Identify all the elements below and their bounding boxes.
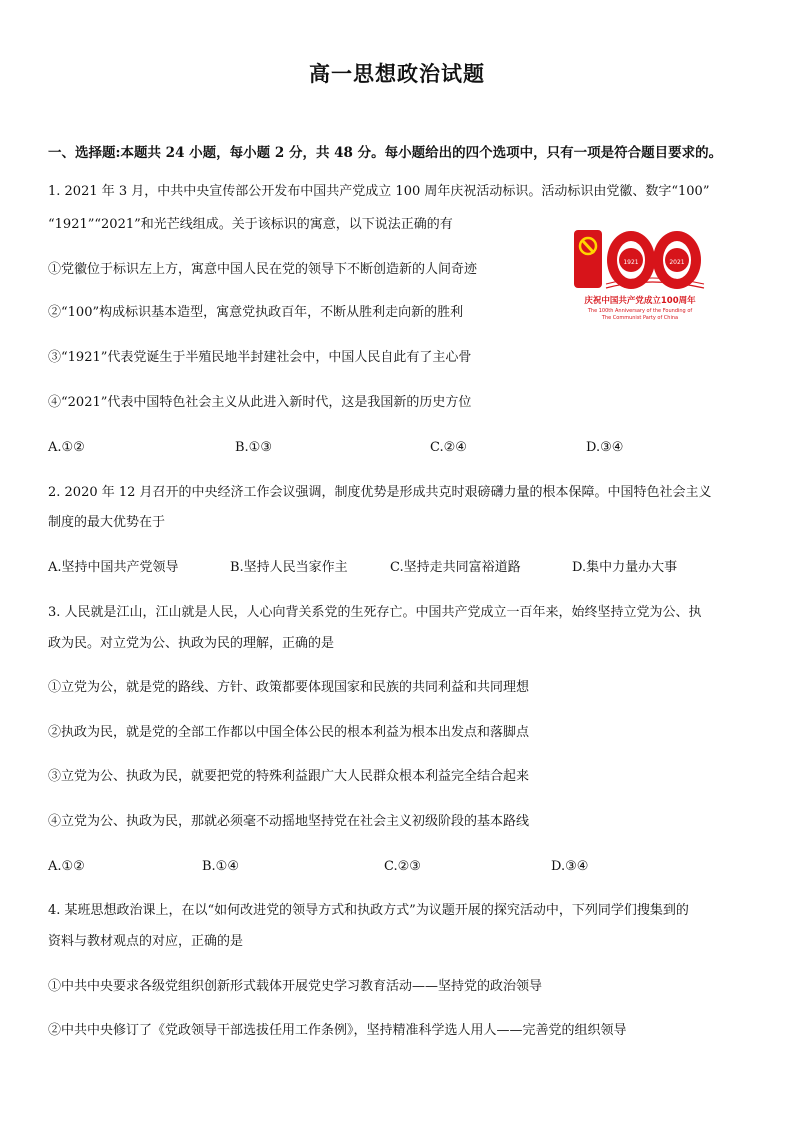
- q1-option-b: B.①③: [235, 440, 272, 455]
- q1-item-2: ②“100”构成标识基本造型，寓意党执政百年，不断从胜利走向新的胜利: [48, 305, 464, 320]
- q1-item-1: ①党徽位于标识左上方，寓意中国人民在党的领导下不断创造新的人间奇迹: [48, 262, 478, 277]
- logo-caption-cn: 庆祝中国共产党成立100周年: [584, 296, 696, 306]
- q3-item-2: ②执政为民，就是党的全部工作都以中国全体公民的根本利益为根本出发点和落脚点: [48, 725, 530, 740]
- section-heading: 一、选择题:本题共 24 小题，每小题 2 分，共 48 分。每小题给出的四个选项中，只有一项是符合题目要求的。: [48, 145, 723, 161]
- q1-option-a: A.①②: [48, 440, 85, 455]
- q3-item-1: ①立党为公，就是党的路线、方针、政策都要体现国家和民族的共同利益和共同理想: [48, 680, 530, 695]
- q4-item-1: ①中共中央要求各级党组织创新形式载体开展党史学习教育活动——坚持党的政治领导: [48, 979, 543, 994]
- q1-option-c: C.②④: [430, 440, 467, 455]
- q3-item-3: ③立党为公、执政为民，就要把党的特殊利益跟广大人民群众根本利益完全结合起来: [48, 769, 530, 784]
- page-title: 高一思想政治试题: [309, 61, 485, 86]
- q2-stem-line2: 制度的最大优势在于: [48, 515, 166, 530]
- q1-item-3: ③“1921”代表党诞生于半殖民地半封建社会中，中国人民自此有了主心骨: [48, 350, 472, 365]
- logo-caption-en1: The 100th Anniversary of the Founding of: [587, 308, 693, 314]
- q2-option-a: A.坚持中国共产党领导: [48, 560, 179, 575]
- logo-year-2021: 2021: [669, 259, 685, 266]
- q2-stem-line1: 2. 2020 年 12 月召开的中央经济工作会议强调，制度优势是形成共克时艰磅礴力量的根本保障。中国特色社会主义: [48, 485, 712, 500]
- q3-option-b: B.①④: [202, 859, 239, 874]
- q3-option-d: D.③④: [551, 859, 589, 874]
- q4-stem-line2: 资料与教材观点的对应，正确的是: [48, 934, 244, 949]
- q1-item-4: ④“2021”代表中国特色社会主义从此进入新时代，这是我国新的历史方位: [48, 395, 472, 410]
- q3-option-a: A.①②: [48, 859, 85, 874]
- q4-item-2: ②中共中央修订了《党政领导干部选拔任用工作条例》，坚持精准科学选人用人——完善党的组织领导: [48, 1023, 627, 1038]
- logo-caption-en2: The Communist Party of China: [601, 315, 679, 321]
- q2-option-b: B.坚持人民当家作主: [230, 560, 348, 575]
- q3-option-c: C.②③: [384, 859, 421, 874]
- centenary-logo-graphic: [570, 226, 710, 326]
- logo-year-1921: 1921: [623, 259, 639, 266]
- q2-option-c: C.坚持走共同富裕道路: [390, 560, 521, 575]
- q1-stem-line2: “1921”“2021”和光芒线组成。关于该标识的寓意，以下说法正确的有: [48, 217, 453, 232]
- q1-option-d: D.③④: [586, 440, 624, 455]
- centenary-logo: [570, 226, 710, 326]
- q2-option-d: D.集中力量办大事: [572, 560, 678, 575]
- q3-item-4: ④立党为公、执政为民，那就必须毫不动摇地坚持党在社会主义初级阶段的基本路线: [48, 814, 530, 829]
- q3-stem-line1: 3. 人民就是江山，江山就是人民，人心向背关系党的生死存亡。中国共产党成立一百年来，始终坚持立党为公、执: [48, 605, 702, 620]
- q4-stem-line1: 4. 某班思想政治课上，在以“如何改进党的领导方式和执政方式”为议题开展的探究活动中，下列同学们搜集到的: [48, 903, 689, 918]
- q1-stem-line1: 1. 2021 年 3 月，中共中央宣传部公开发布中国共产党成立 100 周年庆祝活动标识。活动标识由党徽、数字“100”: [48, 184, 710, 199]
- q3-stem-line2: 政为民。对立党为公、执政为民的理解，正确的是: [48, 636, 335, 651]
